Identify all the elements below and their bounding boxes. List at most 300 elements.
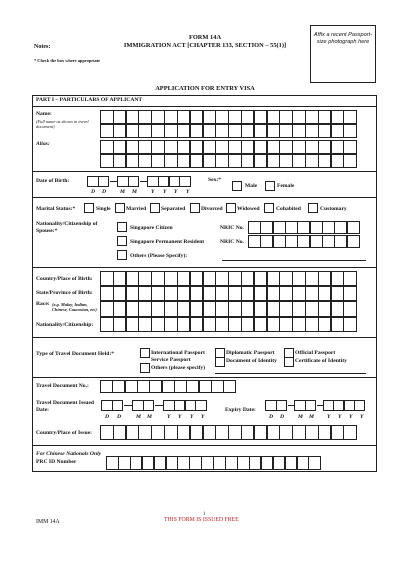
- char-box[interactable]: [101, 400, 113, 411]
- char-box[interactable]: [151, 124, 165, 138]
- char-box[interactable]: [149, 380, 162, 393]
- marital-cohabited-checkbox[interactable]: [264, 203, 274, 213]
- char-box[interactable]: [292, 425, 306, 440]
- char-box[interactable]: [190, 140, 204, 154]
- female-checkbox[interactable]: [265, 181, 275, 191]
- intl-passport-checkbox[interactable]: [140, 348, 150, 358]
- char-box[interactable]: [318, 286, 332, 301]
- char-box[interactable]: [343, 271, 357, 286]
- char-box[interactable]: [128, 176, 140, 187]
- char-box[interactable]: [308, 456, 321, 470]
- dob-year[interactable]: [147, 176, 191, 187]
- char-box[interactable]: [241, 154, 255, 168]
- char-box[interactable]: [164, 317, 178, 332]
- char-box[interactable]: [318, 140, 332, 154]
- char-box[interactable]: [334, 235, 347, 248]
- name-row-2[interactable]: [100, 124, 357, 138]
- marital-single-checkbox[interactable]: [84, 203, 94, 213]
- char-box[interactable]: [177, 140, 191, 154]
- char-box[interactable]: [126, 110, 140, 124]
- char-box[interactable]: [267, 271, 281, 286]
- marital-married-checkbox[interactable]: [115, 203, 125, 213]
- char-box[interactable]: [267, 286, 281, 301]
- char-box[interactable]: [237, 456, 250, 470]
- char-box[interactable]: [241, 425, 255, 440]
- char-box[interactable]: [130, 456, 143, 470]
- char-box[interactable]: [174, 400, 186, 411]
- char-box[interactable]: [354, 400, 365, 411]
- char-box[interactable]: [177, 110, 191, 124]
- char-box[interactable]: [292, 140, 306, 154]
- char-box[interactable]: [203, 425, 217, 440]
- nric-pr-input[interactable]: [248, 235, 360, 248]
- char-box[interactable]: [164, 124, 178, 138]
- char-box[interactable]: [241, 301, 255, 317]
- char-box[interactable]: [292, 286, 306, 301]
- alias-row-2[interactable]: [100, 154, 357, 168]
- char-box[interactable]: [189, 456, 202, 470]
- char-box[interactable]: [254, 110, 268, 124]
- char-box[interactable]: [203, 154, 217, 168]
- char-box[interactable]: [100, 425, 114, 440]
- char-box[interactable]: [164, 110, 178, 124]
- char-box[interactable]: [190, 271, 204, 286]
- char-box[interactable]: [343, 425, 357, 440]
- char-box[interactable]: [163, 400, 175, 411]
- char-box[interactable]: [318, 271, 332, 286]
- char-box[interactable]: [292, 124, 306, 138]
- char-box[interactable]: [100, 317, 114, 332]
- char-box[interactable]: [267, 154, 281, 168]
- char-box[interactable]: [331, 154, 345, 168]
- char-box[interactable]: [138, 286, 152, 301]
- char-box[interactable]: [254, 301, 268, 317]
- char-box[interactable]: [331, 110, 345, 124]
- char-box[interactable]: [297, 221, 310, 234]
- char-box[interactable]: [273, 456, 286, 470]
- char-box[interactable]: [113, 425, 127, 440]
- char-box[interactable]: [223, 380, 236, 393]
- char-box[interactable]: [151, 154, 165, 168]
- char-box[interactable]: [267, 140, 281, 154]
- spouse-others-line[interactable]: [222, 260, 366, 261]
- prc-input[interactable]: [106, 456, 321, 470]
- char-box[interactable]: [138, 271, 152, 286]
- char-box[interactable]: [279, 286, 293, 301]
- char-box[interactable]: [260, 235, 273, 248]
- char-box[interactable]: [199, 380, 212, 393]
- nric-sc-input[interactable]: [248, 221, 360, 234]
- divider: [32, 197, 377, 198]
- char-box[interactable]: [177, 154, 191, 168]
- char-box[interactable]: [347, 221, 360, 234]
- char-box[interactable]: [177, 124, 191, 138]
- char-box[interactable]: [228, 425, 242, 440]
- dob-day[interactable]: [87, 176, 109, 187]
- char-box[interactable]: [343, 286, 357, 301]
- char-box[interactable]: [112, 400, 124, 411]
- issue-country-input[interactable]: [100, 425, 357, 440]
- char-box[interactable]: [215, 425, 229, 440]
- char-box[interactable]: [100, 154, 114, 168]
- char-box[interactable]: [292, 317, 306, 332]
- char-box[interactable]: [138, 140, 152, 154]
- char-box[interactable]: [241, 110, 255, 124]
- char-box[interactable]: [241, 124, 255, 138]
- char-box[interactable]: [276, 400, 288, 411]
- char-box[interactable]: [305, 425, 319, 440]
- char-box[interactable]: [151, 110, 165, 124]
- char-box[interactable]: [164, 154, 178, 168]
- char-box[interactable]: [260, 221, 273, 234]
- char-box[interactable]: [279, 271, 293, 286]
- identity-doc-checkbox[interactable]: [215, 357, 225, 367]
- char-box[interactable]: [169, 176, 181, 187]
- char-box[interactable]: [190, 110, 204, 124]
- char-box[interactable]: [143, 400, 155, 411]
- char-box[interactable]: [158, 176, 170, 187]
- char-box[interactable]: [151, 317, 165, 332]
- char-box[interactable]: [254, 271, 268, 286]
- char-box[interactable]: [215, 140, 229, 154]
- char-box[interactable]: [241, 271, 255, 286]
- spouse-sc-checkbox[interactable]: [117, 222, 127, 232]
- char-box[interactable]: [305, 271, 319, 286]
- char-box[interactable]: [334, 221, 347, 234]
- char-box[interactable]: [138, 154, 152, 168]
- char-box[interactable]: [273, 235, 286, 248]
- issued-month[interactable]: [132, 400, 154, 411]
- char-box[interactable]: [228, 154, 242, 168]
- char-box[interactable]: [343, 110, 357, 124]
- application-title: APPLICATION FOR ENTRY VISA: [155, 85, 255, 92]
- char-box[interactable]: [305, 400, 317, 411]
- char-box[interactable]: [106, 456, 119, 470]
- char-box[interactable]: [265, 400, 277, 411]
- issued-year[interactable]: [163, 400, 207, 411]
- expiry-year[interactable]: [323, 400, 365, 411]
- char-box[interactable]: [254, 286, 268, 301]
- char-box[interactable]: [147, 176, 159, 187]
- char-box[interactable]: [318, 154, 332, 168]
- char-box[interactable]: [267, 110, 281, 124]
- char-box[interactable]: [203, 286, 217, 301]
- char-box[interactable]: [211, 380, 224, 393]
- char-box[interactable]: [142, 456, 155, 470]
- nationality-input[interactable]: [100, 317, 357, 332]
- char-box[interactable]: [113, 154, 127, 168]
- char-box[interactable]: [305, 286, 319, 301]
- char-box[interactable]: [113, 271, 127, 286]
- char-box[interactable]: [190, 425, 204, 440]
- char-box[interactable]: [305, 301, 319, 317]
- char-box[interactable]: [203, 140, 217, 154]
- char-box[interactable]: [100, 286, 114, 301]
- char-box[interactable]: [203, 124, 217, 138]
- char-box[interactable]: [228, 286, 242, 301]
- char-box[interactable]: [343, 140, 357, 154]
- char-box[interactable]: [318, 425, 332, 440]
- char-box[interactable]: [331, 124, 345, 138]
- char-box[interactable]: [228, 301, 242, 317]
- expiry-day[interactable]: [265, 400, 287, 411]
- char-box[interactable]: [292, 301, 306, 317]
- char-box[interactable]: [113, 110, 127, 124]
- char-box[interactable]: [285, 235, 298, 248]
- char-box[interactable]: [113, 317, 127, 332]
- char-box[interactable]: [331, 140, 345, 154]
- char-box[interactable]: [215, 286, 229, 301]
- char-box[interactable]: [241, 140, 255, 154]
- char-box[interactable]: [190, 317, 204, 332]
- char-box[interactable]: [113, 286, 127, 301]
- char-box[interactable]: [305, 110, 319, 124]
- char-box[interactable]: [112, 380, 125, 393]
- char-box[interactable]: [203, 301, 217, 317]
- char-box[interactable]: [113, 124, 127, 138]
- char-box[interactable]: [154, 456, 167, 470]
- char-box[interactable]: [201, 456, 214, 470]
- char-box[interactable]: [100, 301, 114, 317]
- male-checkbox[interactable]: [232, 181, 242, 191]
- char-box[interactable]: [279, 154, 293, 168]
- char-box[interactable]: [215, 154, 229, 168]
- char-box[interactable]: [322, 235, 335, 248]
- expiry-month[interactable]: [294, 400, 316, 411]
- char-box[interactable]: [331, 271, 345, 286]
- marital-widowed-checkbox[interactable]: [226, 203, 236, 213]
- char-box[interactable]: [310, 221, 323, 234]
- char-box[interactable]: [151, 271, 165, 286]
- expiry-y3: Y: [349, 414, 353, 420]
- char-box[interactable]: [292, 154, 306, 168]
- char-box[interactable]: [225, 456, 238, 470]
- char-box[interactable]: [190, 286, 204, 301]
- char-box[interactable]: [87, 176, 99, 187]
- char-box[interactable]: [305, 124, 319, 138]
- char-box[interactable]: [254, 425, 268, 440]
- char-box[interactable]: [318, 317, 332, 332]
- char-box[interactable]: [126, 301, 140, 317]
- others-doc-line[interactable]: [215, 373, 366, 374]
- char-box[interactable]: [138, 317, 152, 332]
- char-box[interactable]: [151, 286, 165, 301]
- char-box[interactable]: [305, 140, 319, 154]
- char-box[interactable]: [100, 271, 114, 286]
- char-box[interactable]: [215, 110, 229, 124]
- char-box[interactable]: [190, 301, 204, 317]
- photo-box[interactable]: [310, 25, 376, 83]
- char-box[interactable]: [279, 317, 293, 332]
- char-box[interactable]: [126, 271, 140, 286]
- char-box[interactable]: [279, 110, 293, 124]
- char-box[interactable]: [138, 110, 152, 124]
- char-box[interactable]: [126, 317, 140, 332]
- char-box[interactable]: [177, 317, 191, 332]
- char-box[interactable]: [254, 124, 268, 138]
- char-box[interactable]: [126, 154, 140, 168]
- char-box[interactable]: [254, 154, 268, 168]
- char-box[interactable]: [195, 400, 207, 411]
- char-box[interactable]: [138, 301, 152, 317]
- marital-separated-checkbox[interactable]: [150, 203, 160, 213]
- char-box[interactable]: [137, 380, 150, 393]
- char-box[interactable]: [279, 425, 293, 440]
- char-box[interactable]: [164, 425, 178, 440]
- char-box[interactable]: [331, 301, 345, 317]
- char-box[interactable]: [117, 176, 129, 187]
- char-box[interactable]: [151, 140, 165, 154]
- dob-month[interactable]: [117, 176, 139, 187]
- race-hint: (e.g. Malay, Indian, Chinese, Caucasian, etc): [52, 302, 97, 313]
- char-box[interactable]: [203, 317, 217, 332]
- char-box[interactable]: [138, 425, 152, 440]
- char-box[interactable]: [331, 286, 345, 301]
- char-box[interactable]: [279, 124, 293, 138]
- spouse-others-checkbox[interactable]: [117, 250, 127, 260]
- char-box[interactable]: [228, 317, 242, 332]
- cert-identity-checkbox[interactable]: [284, 357, 294, 367]
- char-box[interactable]: [228, 124, 242, 138]
- char-box[interactable]: [164, 286, 178, 301]
- char-box[interactable]: [292, 271, 306, 286]
- char-box[interactable]: [343, 124, 357, 138]
- char-box[interactable]: [318, 110, 332, 124]
- char-box[interactable]: [215, 317, 229, 332]
- char-box[interactable]: [305, 317, 319, 332]
- char-box[interactable]: [343, 301, 357, 317]
- char-box[interactable]: [166, 456, 179, 470]
- char-box[interactable]: [213, 456, 226, 470]
- char-box[interactable]: [305, 154, 319, 168]
- char-box[interactable]: [177, 301, 191, 317]
- char-box[interactable]: [254, 140, 268, 154]
- marital-label: Marital Status:*: [36, 206, 76, 212]
- char-box[interactable]: [126, 286, 140, 301]
- char-box[interactable]: [297, 456, 310, 470]
- race-input[interactable]: [100, 301, 357, 317]
- char-box[interactable]: [267, 301, 281, 317]
- char-box[interactable]: [190, 154, 204, 168]
- char-box[interactable]: [279, 301, 293, 317]
- char-box[interactable]: [100, 124, 114, 138]
- char-box[interactable]: [215, 301, 229, 317]
- char-box[interactable]: [185, 400, 197, 411]
- char-box[interactable]: [113, 301, 127, 317]
- char-box[interactable]: [248, 235, 261, 248]
- intl-passport-label: International Passport: [151, 350, 205, 356]
- char-box[interactable]: [343, 154, 357, 168]
- alias-row-1[interactable]: [100, 140, 357, 154]
- char-box[interactable]: [126, 124, 140, 138]
- char-box[interactable]: [215, 271, 229, 286]
- char-box[interactable]: [343, 317, 357, 332]
- char-box[interactable]: [132, 400, 144, 411]
- char-box[interactable]: [177, 286, 191, 301]
- char-box[interactable]: [294, 400, 306, 411]
- char-box[interactable]: [203, 110, 217, 124]
- char-box[interactable]: [322, 221, 335, 234]
- char-box[interactable]: [186, 380, 199, 393]
- char-box[interactable]: [177, 271, 191, 286]
- char-box[interactable]: [285, 456, 298, 470]
- char-box[interactable]: [273, 221, 286, 234]
- doc-no-input[interactable]: [100, 380, 236, 393]
- char-box[interactable]: [177, 456, 190, 470]
- char-box[interactable]: [310, 235, 323, 248]
- char-box[interactable]: [164, 271, 178, 286]
- char-box[interactable]: [228, 271, 242, 286]
- divider: [32, 377, 377, 378]
- spouse-pr-label: Singapore Permanent Resident: [130, 239, 205, 245]
- char-box[interactable]: [126, 140, 140, 154]
- marital-customary-checkbox[interactable]: [308, 203, 318, 213]
- char-box[interactable]: [318, 301, 332, 317]
- char-box[interactable]: [267, 317, 281, 332]
- char-box[interactable]: [151, 301, 165, 317]
- char-box[interactable]: [174, 380, 187, 393]
- char-box[interactable]: [113, 140, 127, 154]
- issued-day[interactable]: [101, 400, 123, 411]
- char-box[interactable]: [267, 124, 281, 138]
- char-box[interactable]: [241, 286, 255, 301]
- char-box[interactable]: [248, 221, 261, 234]
- char-box[interactable]: [118, 456, 131, 470]
- marital-divorced-checkbox[interactable]: [190, 203, 200, 213]
- prc-label: PRC ID Number: [36, 459, 77, 465]
- char-box[interactable]: [292, 110, 306, 124]
- char-box[interactable]: [215, 124, 229, 138]
- country-birth-input[interactable]: [100, 271, 357, 286]
- char-box[interactable]: [285, 221, 298, 234]
- char-box[interactable]: [151, 425, 165, 440]
- char-box[interactable]: [162, 380, 175, 393]
- char-box[interactable]: [228, 110, 242, 124]
- char-box[interactable]: [179, 176, 191, 187]
- char-box[interactable]: [98, 176, 110, 187]
- char-box[interactable]: [177, 425, 191, 440]
- char-box[interactable]: [318, 124, 332, 138]
- char-box[interactable]: [249, 456, 262, 470]
- others-doc-checkbox[interactable]: [140, 363, 150, 373]
- char-box[interactable]: [164, 301, 178, 317]
- char-box[interactable]: [100, 110, 114, 124]
- char-box[interactable]: [241, 317, 255, 332]
- char-box[interactable]: [126, 425, 140, 440]
- state-birth-input[interactable]: [100, 286, 357, 301]
- char-box[interactable]: [125, 380, 138, 393]
- char-box[interactable]: [279, 140, 293, 154]
- char-box[interactable]: [254, 317, 268, 332]
- char-box[interactable]: [100, 140, 114, 154]
- char-box[interactable]: [331, 425, 345, 440]
- spouse-pr-checkbox[interactable]: [117, 236, 127, 246]
- char-box[interactable]: [100, 380, 113, 393]
- char-box[interactable]: [138, 124, 152, 138]
- char-box[interactable]: [228, 140, 242, 154]
- char-box[interactable]: [297, 235, 310, 248]
- photo-text: Affix a recent Passport-size photograph here: [313, 32, 373, 45]
- char-box[interactable]: [331, 317, 345, 332]
- char-box[interactable]: [164, 140, 178, 154]
- char-box[interactable]: [347, 235, 360, 248]
- char-box[interactable]: [261, 456, 274, 470]
- name-row-1[interactable]: [100, 110, 357, 124]
- char-box[interactable]: [190, 124, 204, 138]
- race-label: Race:: [36, 301, 50, 307]
- char-box[interactable]: [203, 271, 217, 286]
- char-box[interactable]: [267, 425, 281, 440]
